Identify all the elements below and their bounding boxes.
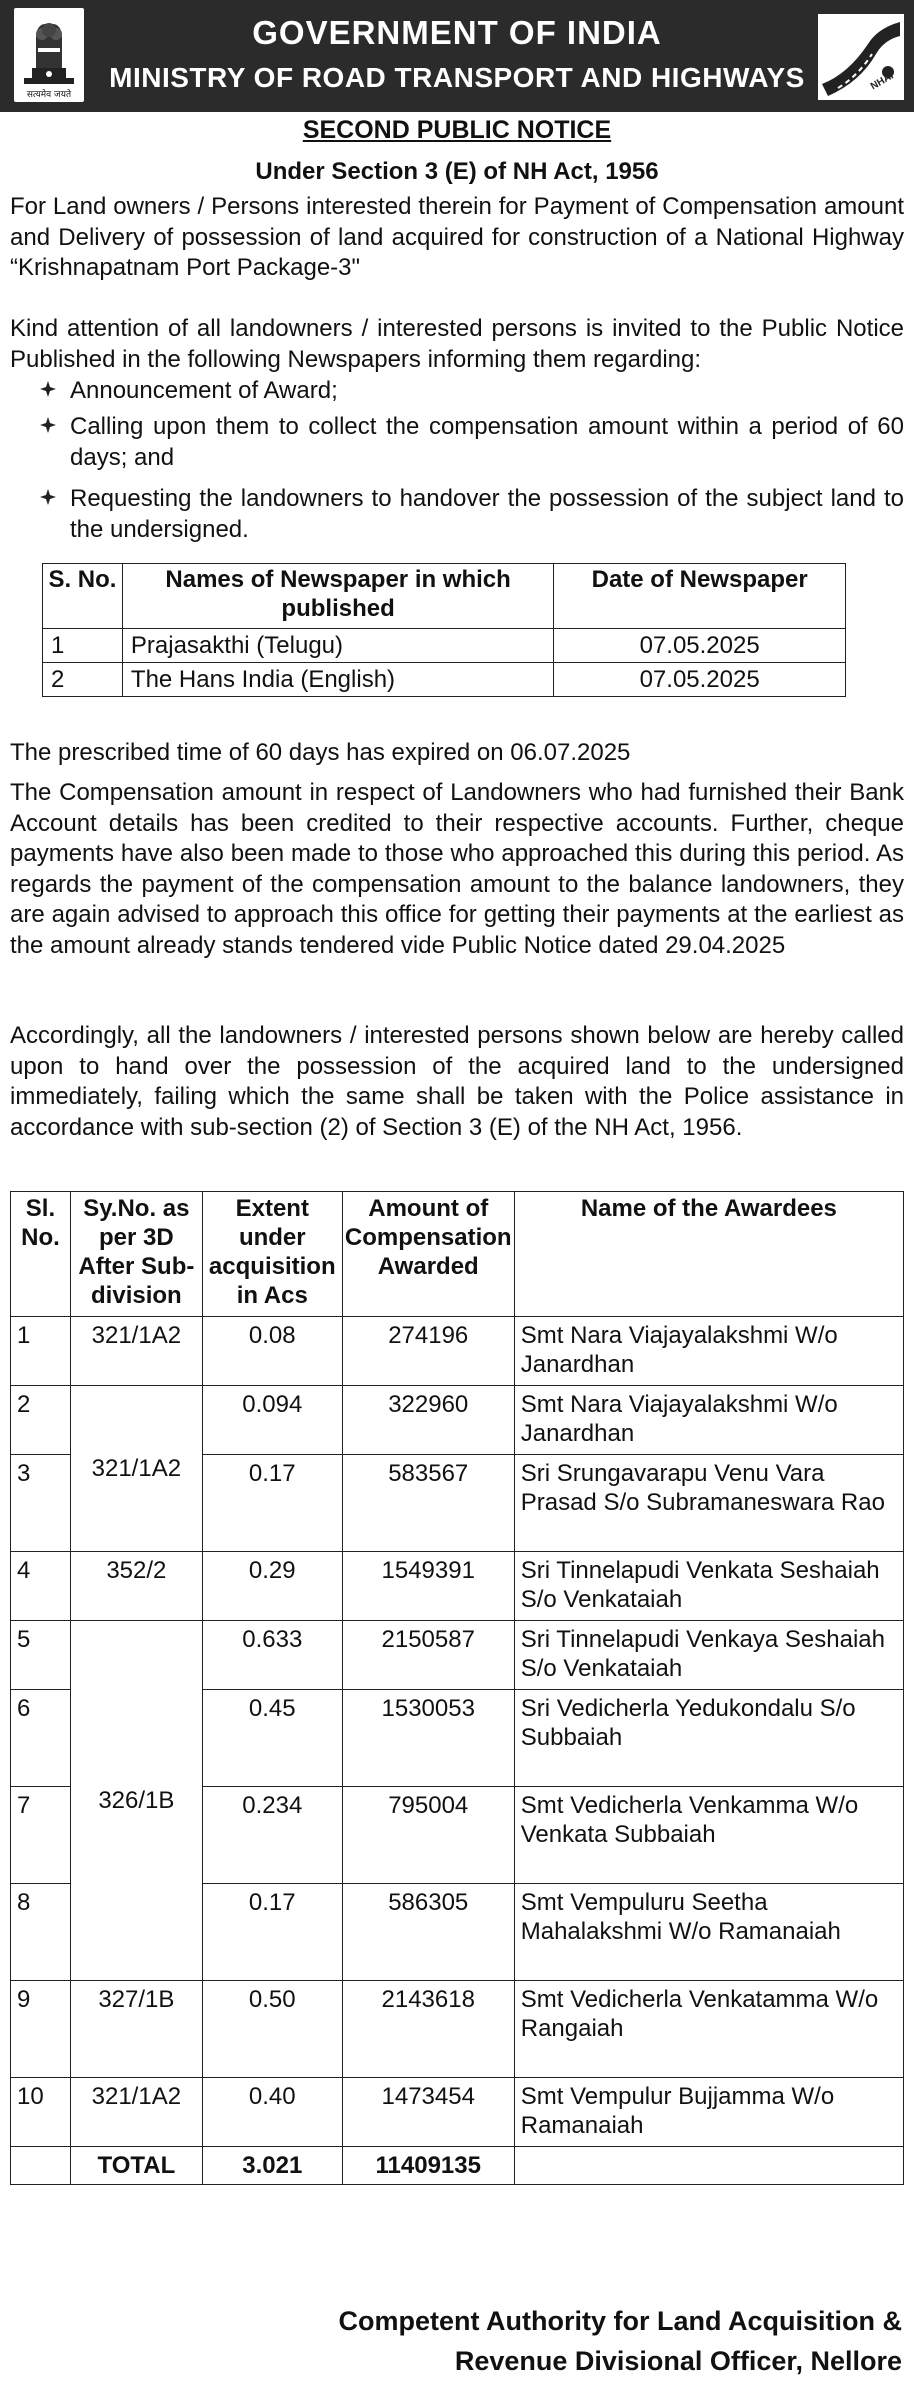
table-row [11, 1552, 904, 1621]
bullet-item [70, 484, 904, 545]
cell-sl: 10 [11, 2078, 71, 2147]
cell-amount: 274196 [342, 1317, 514, 1386]
cell-awardee: Smt Vedicherla Venkatamma W/o Rangaiah [514, 1981, 903, 2078]
cell-sno: 2 [43, 663, 123, 697]
cell-survey-no: 352/2 [70, 1552, 202, 1621]
cell-sl: 2 [11, 1386, 71, 1455]
column-header: Sy.No. as per 3D After Sub-division [70, 1192, 202, 1317]
diamond-bullet-icon [40, 489, 56, 505]
table-row [43, 629, 846, 663]
cell-extent: 0.45 [202, 1690, 342, 1787]
column-header: Amount of Compensation Awarded [342, 1192, 514, 1317]
cell-extent: 0.633 [202, 1621, 342, 1690]
possession-paragraph: Accordingly, all the landowners / interested persons shown below are hereby called upon to hand over the possession of the acquired land to the undersigned immediately, failing which the same shall be taken with the Police assistance in accordance with sub-section (2) of Section 3 (E) of the NH Act, 1956. [10, 1022, 904, 1141]
cell-sl: 5 [11, 1621, 71, 1690]
cell-awardee: Smt Vempuluru Seetha Mahalakshmi W/o Ramanaiah [514, 1884, 903, 1981]
signature-line-1: Competent Authority for Land Acquisition & [338, 2306, 902, 2336]
cell-sno: 1 [43, 629, 123, 663]
cell-amount: 583567 [342, 1455, 514, 1552]
bullet-item [70, 412, 904, 473]
cell-awardee: Sri Vedicherla Yedukondalu S/o Subbaiah [514, 1690, 903, 1787]
table-row [11, 1621, 904, 1690]
highway-logo-icon [818, 14, 904, 100]
cell-sl: 3 [11, 1455, 71, 1552]
cell-date: 07.05.2025 [554, 629, 846, 663]
cell-empty [514, 2147, 903, 2185]
bullet-item [70, 376, 904, 407]
cell-sl: 9 [11, 1981, 71, 2078]
header-banner [0, 0, 914, 112]
cell-awardee: Smt Nara Viajayalakshmi W/o Janardhan [514, 1317, 903, 1386]
cell-awardee: Smt Vempulur Bujjamma W/o Ramanaiah [514, 2078, 903, 2147]
cell-extent: 0.17 [202, 1884, 342, 1981]
cell-survey-no: 321/1A2 [70, 1317, 202, 1386]
attention-paragraph: Kind attention of all landowners / interested persons is invited to the Public Notice Published in the following Newspapers informing them regarding: [10, 315, 904, 373]
cell-extent: 0.08 [202, 1317, 342, 1386]
table-row [11, 2078, 904, 2147]
cell-sl: 6 [11, 1690, 71, 1787]
table-row [11, 1317, 904, 1386]
cell-awardee: Sri Tinnelapudi Venkaya Seshaiah S/o Venkataiah [514, 1621, 903, 1690]
cell-sl: 1 [11, 1317, 71, 1386]
table-header-row [43, 564, 846, 629]
column-header: Names of Newspaper in which published [122, 564, 553, 629]
bullet-text: Announcement of Award; [70, 377, 338, 404]
cell-date: 07.05.2025 [554, 663, 846, 697]
column-header: Sl. No. [11, 1192, 71, 1317]
cell-survey-no: 326/1B [70, 1621, 202, 1981]
table-row [11, 1386, 904, 1455]
total-amount: 11409135 [342, 2147, 514, 2185]
cell-newspaper-name: The Hans India (English) [122, 663, 553, 697]
awards-table [10, 1191, 904, 2185]
column-header: Extent under acquisition in Acs [202, 1192, 342, 1317]
notice-subtitle: Under Section 3 (E) of NH Act, 1956 [255, 158, 659, 185]
cell-awardee: Smt Nara Viajayalakshmi W/o Janardhan [514, 1386, 903, 1455]
signature-line-2: Revenue Divisional Officer, Nellore [454, 2346, 902, 2376]
cell-extent: 0.40 [202, 2078, 342, 2147]
total-label: TOTAL [70, 2147, 202, 2185]
cell-survey-no: 327/1B [70, 1981, 202, 2078]
table-header-row [11, 1192, 904, 1317]
intro-paragraph: For Land owners / Persons interested therein for Payment of Compensation amount and Delivery of possession of land acquired for construction of a National Highway “Krishnapatnam Port Package-3" [10, 193, 904, 281]
cell-extent: 0.094 [202, 1386, 342, 1455]
column-header: S. No. [43, 564, 123, 629]
table-row [11, 1981, 904, 2078]
header-subtitle: MINISTRY OF ROAD TRANSPORT AND HIGHWAYS [109, 62, 805, 93]
cell-awardee: Sri Srungavarapu Venu Vara Prasad S/o Subramaneswara Rao [514, 1455, 903, 1552]
cell-newspaper-name: Prajasakthi (Telugu) [122, 629, 553, 663]
diamond-bullet-icon [40, 417, 56, 433]
highway-logo-text: NHAI [868, 70, 896, 93]
column-header: Date of Newspaper [554, 564, 846, 629]
cell-amount: 586305 [342, 1884, 514, 1981]
table-row [43, 663, 846, 697]
cell-empty [11, 2147, 71, 2185]
cell-amount: 795004 [342, 1787, 514, 1884]
cell-extent: 0.50 [202, 1981, 342, 2078]
cell-sl: 7 [11, 1787, 71, 1884]
cell-amount: 1530053 [342, 1690, 514, 1787]
newspaper-table [42, 563, 846, 697]
notice-title: SECOND PUBLIC NOTICE [302, 116, 612, 144]
bullet-text: Requesting the landowners to handover the possession of the subject land to the undersigned. [70, 485, 904, 543]
cell-extent: 0.29 [202, 1552, 342, 1621]
diamond-bullet-icon [40, 381, 56, 397]
cell-awardee: Smt Vedicherla Venkamma W/o Venkata Subbaiah [514, 1787, 903, 1884]
total-row [11, 2147, 904, 2185]
cell-extent: 0.234 [202, 1787, 342, 1884]
bullet-text: Calling upon them to collect the compensation amount within a period of 60 days; and [70, 413, 904, 471]
cell-awardee: Sri Tinnelapudi Venkata Seshaiah S/o Venkataiah [514, 1552, 903, 1621]
cell-amount: 1473454 [342, 2078, 514, 2147]
cell-survey-no: 321/1A2 [70, 2078, 202, 2147]
cell-amount: 2143618 [342, 1981, 514, 2078]
cell-amount: 1549391 [342, 1552, 514, 1621]
cell-sl: 4 [11, 1552, 71, 1621]
expired-statement: The prescribed time of 60 days has expired on 06.07.2025 [10, 739, 631, 766]
compensation-paragraph: The Compensation amount in respect of Landowners who had furnished their Bank Account details has been credited to their respective accounts. Further, cheque payments have also been made to those who approached this during this period. As regards the payment of the compensation amount to the balance landowners, they are again advised to approach this office for getting their payments at the earliest as the amount already stands tendered vide Public Notice dated 29.04.2025 [10, 779, 904, 959]
cell-sl: 8 [11, 1884, 71, 1981]
column-header: Name of the Awardees [514, 1192, 903, 1317]
header-title: GOVERNMENT OF INDIA [252, 14, 662, 51]
cell-extent: 0.17 [202, 1455, 342, 1552]
total-extent: 3.021 [202, 2147, 342, 2185]
cell-survey-no: 321/1A2 [70, 1386, 202, 1552]
cell-amount: 2150587 [342, 1621, 514, 1690]
emblem-motto: सत्यमेव जयते [26, 90, 72, 100]
cell-amount: 322960 [342, 1386, 514, 1455]
